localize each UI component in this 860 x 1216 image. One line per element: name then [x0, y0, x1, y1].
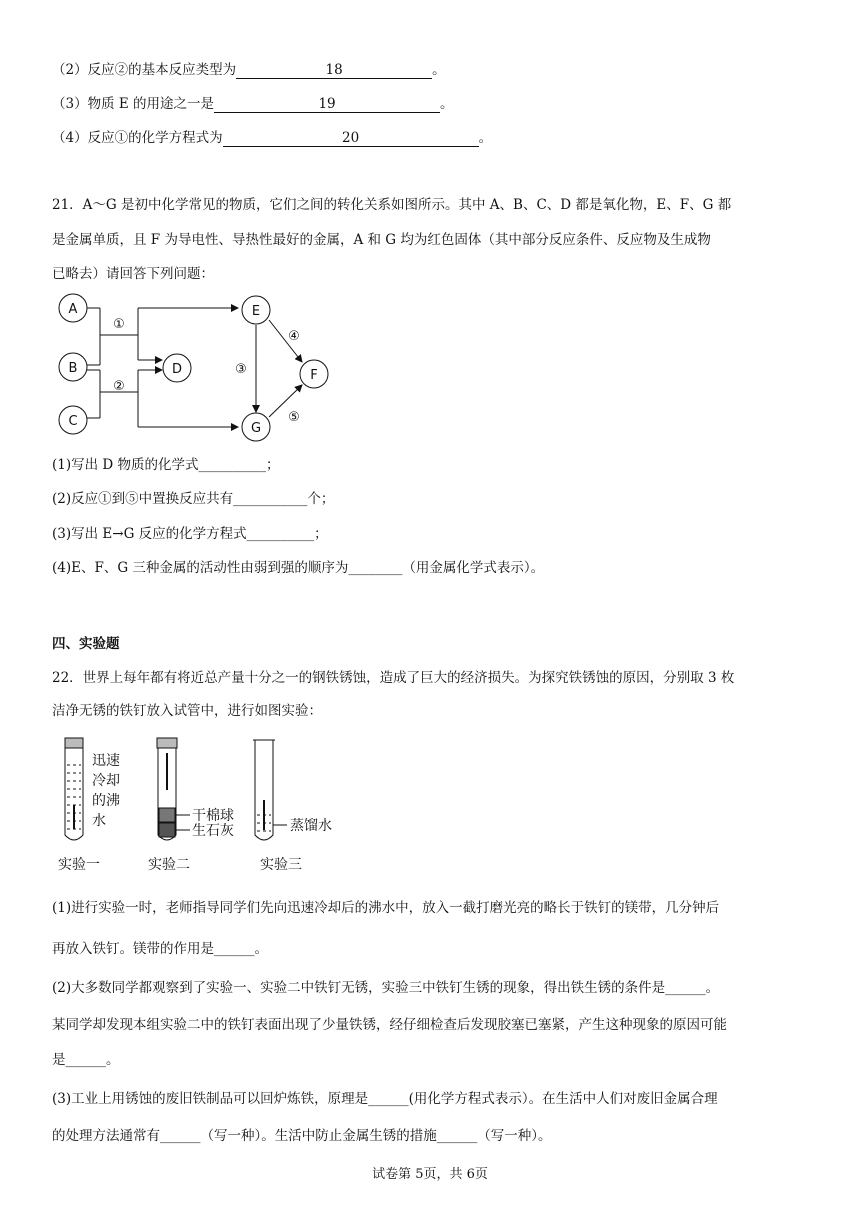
tube3-label-water: 蒸馏水: [290, 818, 332, 834]
q22-p2-line3: 是______。: [52, 1052, 120, 1068]
node-g-label: G: [250, 421, 262, 436]
tube1-text-1: 迅速: [92, 753, 120, 769]
prev-q4: （4）反应①的化学方程式为 20 。: [52, 130, 493, 146]
q22-p2-line1: (2)大多数同学都观察到了实验一、实验二中铁钉无锈，实验三中铁钉生锈的现象，得出铁生锈的条件是______。: [52, 980, 720, 996]
prev-q2: （2）反应②的基本反应类型为 18 。: [52, 62, 446, 78]
q21-sub2: (2)反应①到⑤中置换反应共有___________个；: [52, 491, 335, 507]
q22-experiment-figure: [50, 735, 380, 880]
tube1-text-4: 水: [92, 813, 106, 829]
reaction-4-label: ④: [288, 329, 300, 344]
q21-sub1: (1)写出 D 物质的化学式__________；: [52, 457, 280, 473]
node-c-label: C: [68, 414, 78, 429]
q22-stem-line2: 洁净无锈的铁钉放入试管中，进行如图实验：: [52, 703, 322, 719]
caption-exp1: 实验一: [58, 857, 100, 873]
answer-blank-18[interactable]: 18: [236, 62, 432, 79]
q21-stem-line1: 21．A～G 是初中化学常见的物质，它们之间的转化关系如图所示。其中 A、B、C、D 都是氧化物，E、F、G 都: [52, 197, 732, 213]
q22-p1-line1: (1)进行实验一时，老师指导同学们先向迅速冷却后的沸水中，放入一截打磨光亮的略长于铁钉的镁带，几分钟后: [52, 900, 720, 916]
page-footer: 试卷第 5页，共 6页: [372, 1167, 488, 1182]
node-e-label: E: [251, 304, 261, 319]
q22-p1-line2: 再放入铁钉。镁带的作用是______。: [52, 941, 268, 957]
tube1-text-2: 冷却: [92, 773, 120, 789]
q21-stem-line3: 已略去）请回答下列问题：: [52, 266, 214, 282]
node-a-label: A: [68, 302, 78, 317]
caption-exp3: 实验三: [260, 857, 302, 873]
reaction-1-label: ①: [113, 317, 125, 332]
answer-blank-19[interactable]: 19: [214, 96, 440, 113]
node-f-label: F: [310, 368, 318, 383]
q21-sub4: (4)E、F、G 三种金属的活动性由弱到强的顺序为________（用金属化学式表示）。: [52, 560, 545, 576]
prev-q3: （3）物质 E 的用途之一是 19 。: [52, 96, 454, 112]
caption-exp2: 实验二: [148, 857, 190, 873]
tube2-label-quicklime: 生石灰: [192, 823, 234, 839]
q22-p3-line2: 的处理方法通常有______（写一种）。生活中防止金属生锈的措施______（写一种）。: [52, 1128, 552, 1144]
tube2-quicklime: [159, 823, 175, 837]
q21-sub3: (3)写出 E→G 反应的化学方程式__________；: [52, 526, 328, 542]
q21-relation-diagram: [50, 290, 340, 445]
q22-stem-line1: 22．世界上每年都有将近总产量十分之一的钢铁锈蚀，造成了巨大的经济损失。为探究铁锈蚀的原因，分别取 3 枚: [52, 670, 735, 686]
reaction-3-label: ③: [235, 362, 247, 377]
section-heading-experiment: 四、实验题: [52, 636, 120, 652]
node-d-label: D: [171, 362, 183, 377]
answer-blank-20[interactable]: 20: [223, 130, 479, 147]
tube2-label-cotton: 干棉球: [192, 808, 234, 824]
q22-p3-line1: (3)工业上用锈蚀的废旧铁制品可以回炉炼铁，原理是______(用化学方程式表示）。在生活中人们对废旧金属合理: [52, 1091, 718, 1107]
tube2-stopper: [157, 738, 177, 748]
reaction-5-label: ⑤: [288, 410, 300, 425]
tube2-cotton-ball: [159, 808, 175, 822]
q22-p2-line2: 某同学却发现本组实验二中的铁钉表面出现了少量铁锈，经仔细检查后发现胶塞已塞紧，产生这种现象的原因可能: [52, 1017, 727, 1033]
node-b-label: B: [68, 361, 78, 376]
tube1-text-3: 的沸: [92, 793, 120, 809]
tube1-stopper: [65, 738, 83, 748]
q21-stem-line2: 是金属单质，且 F 为导电性、导热性最好的金属，A 和 G 均为红色固体（其中部分反应条件、反应物及生成物: [52, 232, 711, 248]
reaction-2-label: ②: [113, 379, 125, 394]
